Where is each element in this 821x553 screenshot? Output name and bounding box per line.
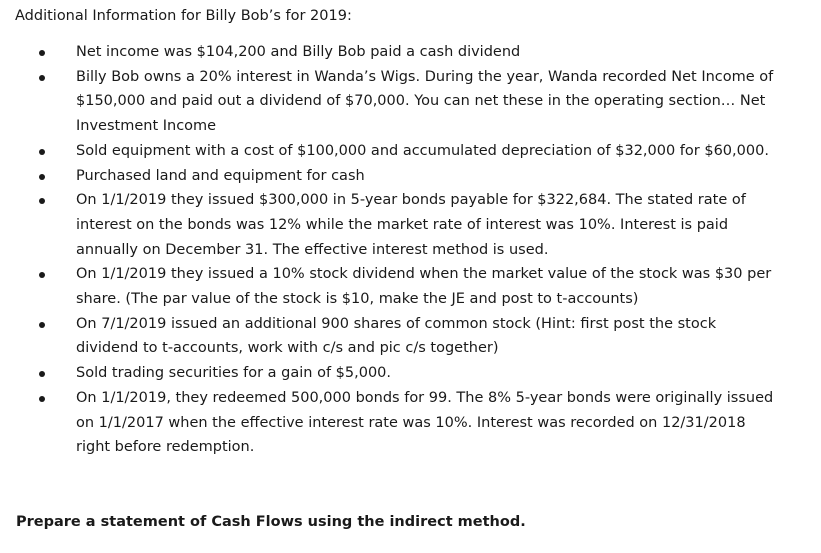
bullet-icon bbox=[39, 174, 45, 180]
bullet-icon bbox=[39, 396, 45, 402]
list-item-text-line: on 1/1/2017 when the effective interest rate was 10%. Interest was recorded on 12/31/2018 bbox=[76, 414, 746, 431]
bullet-icon bbox=[39, 322, 45, 328]
list-item bbox=[0, 386, 821, 460]
bullet-icon bbox=[39, 75, 45, 81]
list-item-text-line: interest on the bonds was 12% while the market rate of interest was 10%. Interest is paid bbox=[76, 216, 729, 233]
list-item bbox=[0, 139, 821, 164]
list-item-text-line: $150,000 and paid out a dividend of $70,000. You can net these in the operating section… Net bbox=[76, 93, 766, 110]
additional-information-list bbox=[0, 40, 821, 460]
bullet-icon bbox=[39, 50, 45, 56]
list-item bbox=[0, 40, 821, 65]
list-item bbox=[0, 188, 821, 262]
bullet-icon bbox=[39, 149, 45, 155]
list-item bbox=[0, 312, 821, 361]
bullet-icon bbox=[39, 198, 45, 204]
list-item-text-line: annually on December 31. The effective interest method is used. bbox=[76, 241, 549, 258]
list-item-text-line: Purchased land and equipment for cash bbox=[76, 167, 365, 184]
list-item-text-line: dividend to t-accounts, work with c/s and pic c/s together) bbox=[76, 340, 499, 357]
list-item bbox=[0, 164, 821, 189]
list-item-text-line: On 1/1/2019 they issued $300,000 in 5-year bonds payable for $322,684. The stated rate of bbox=[76, 192, 746, 209]
list-item bbox=[0, 65, 821, 139]
list-item-text-line: right before redemption. bbox=[76, 439, 255, 456]
list-item-text-line: Net income was $104,200 and Billy Bob paid a cash dividend bbox=[76, 44, 521, 60]
list-item bbox=[0, 262, 821, 311]
list-item bbox=[0, 361, 821, 386]
page-heading: Additional Information for Billy Bob’s for 2019: bbox=[15, 8, 352, 24]
bullet-icon bbox=[39, 272, 45, 278]
list-item-text-line: On 1/1/2019, they redeemed 500,000 bonds for 99. The 8% 5-year bonds were originally issued bbox=[76, 389, 774, 406]
bullet-icon bbox=[39, 371, 45, 377]
list-item-text-line: Sold equipment with a cost of $100,000 and accumulated depreciation of $32,000 for $60,000. bbox=[76, 142, 769, 159]
list-item-text-line: On 7/1/2019 issued an additional 900 shares of common stock (Hint: first post the stock bbox=[76, 315, 717, 332]
list-item-text-line: Sold trading securities for a gain of $5,000. bbox=[76, 365, 391, 382]
list-item-text-line: Investment Income bbox=[76, 118, 217, 135]
instruction-text: Prepare a statement of Cash Flows using the indirect method. bbox=[16, 514, 526, 530]
list-item-text-line: On 1/1/2019 they issued a 10% stock dividend when the market value of the stock was $30 per bbox=[76, 266, 772, 283]
list-item-text-line: share. (The par value of the stock is $10, make the JE and post to t-accounts) bbox=[76, 291, 639, 308]
list-item-text-line: Billy Bob owns a 20% interest in Wanda’s Wigs. During the year, Wanda recorded Net Income of bbox=[76, 68, 774, 85]
